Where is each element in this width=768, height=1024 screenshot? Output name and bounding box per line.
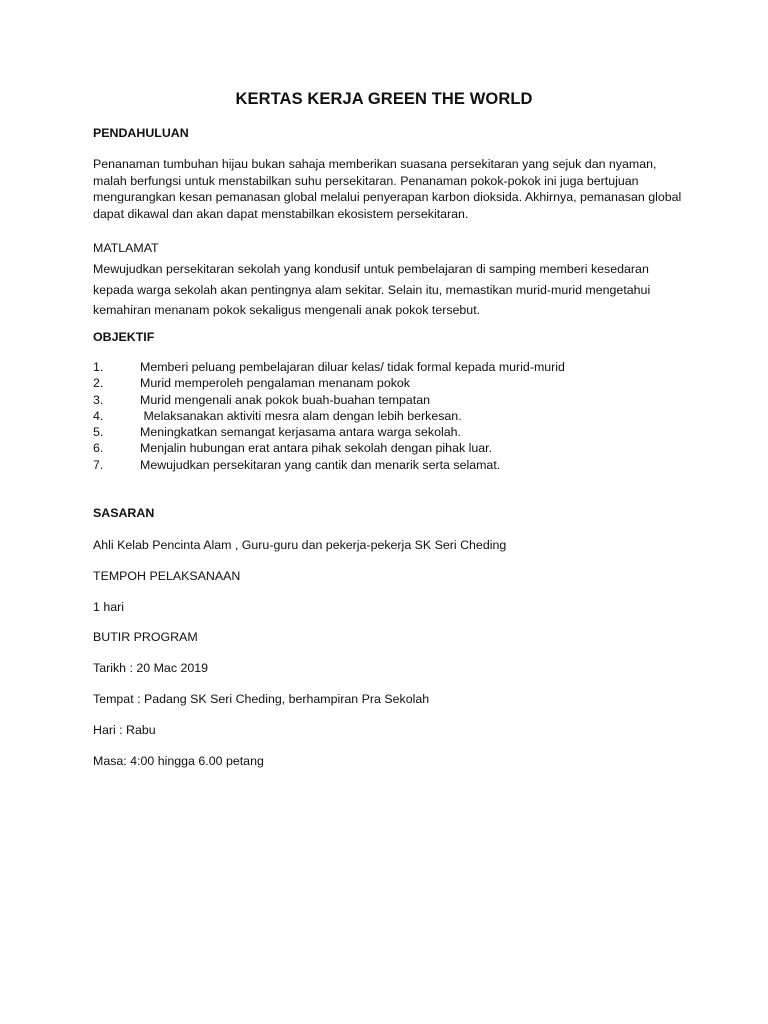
list-item — [93, 440, 683, 456]
list-item — [93, 392, 683, 408]
matlamat-paragraph: Mewujudkan persekitaran sekolah yang kondusif untuk pembelajaran di samping memberi kesedaran kepada warga sekolah akan pentingnya alam sekitar. Selain itu, memastikan murid-murid mengetahui kemahiran menanam pokok sekaligus mengenali anak pokok tersebut. — [93, 262, 651, 317]
tempoh-heading: TEMPOH PELAKSANAAN — [93, 569, 241, 583]
pendahuluan-paragraph: Penanaman tumbuhan hijau bukan sahaja memberikan suasana persekitaran yang sejuk dan nyaman, malah berfungsi untuk menstabilkan suhu persekitaran. Penanaman pokok-pokok ini juga bertujuan mengurangkan kesan pemanasan global melalui penyerapan karbon dioksida. Akhirnya, pemanasan global dapat dikawal dan akan dapat menstabilkan ekosistem persekitaran. — [93, 157, 682, 221]
list-item-number: 7. — [93, 457, 104, 472]
document-title: KERTAS KERJA GREEN THE WORLD — [235, 90, 533, 108]
list-item — [93, 424, 683, 440]
list-item-text: Mewujudkan persekitaran yang cantik dan menarik serta selamat. — [140, 457, 501, 472]
butir-program-heading: BUTIR PROGRAM — [93, 630, 198, 644]
list-item-text: Menjalin hubungan erat antara pihak sekolah dengan pihak luar. — [140, 441, 493, 456]
list-item-text: Melaksanakan aktiviti mesra alam dengan lebih berkesan. — [140, 408, 462, 423]
list-item-text: Murid mengenali anak pokok buah-buahan tempatan — [140, 392, 431, 407]
matlamat-heading: MATLAMAT — [93, 241, 159, 255]
tempoh-text: 1 hari — [93, 600, 124, 614]
list-item-number: 4. — [93, 408, 104, 423]
list-item — [93, 457, 683, 473]
list-item-number: 1. — [93, 360, 104, 374]
list-item-number: 5. — [93, 425, 104, 440]
list-item-text: Murid memperoleh pengalaman menanam pokok — [140, 376, 410, 391]
hari-text: Hari : Rabu — [93, 723, 156, 737]
list-item-number: 6. — [93, 441, 104, 456]
list-item-number: 3. — [93, 392, 104, 407]
objektif-heading: OBJEKTIF — [93, 330, 155, 344]
pendahuluan-heading: PENDAHULUAN — [93, 126, 189, 140]
tarikh-text: Tarikh : 20 Mac 2019 — [93, 661, 209, 675]
tempat-text: Tempat : Padang SK Seri Cheding, berhampiran Pra Sekolah — [93, 692, 430, 706]
list-item — [93, 408, 683, 424]
masa-text: Masa: 4:00 hingga 6.00 petang — [93, 754, 264, 768]
objektif-list — [93, 359, 683, 473]
sasaran-heading: SASARAN — [93, 506, 155, 520]
sasaran-text: Ahli Kelab Pencinta Alam , Guru-guru dan pekerja-pekerja SK Seri Cheding — [93, 538, 507, 552]
list-item-number: 2. — [93, 376, 104, 391]
list-item — [93, 375, 683, 391]
list-item-text: Memberi peluang pembelajaran diluar kelas/ tidak formal kepada murid-murid — [140, 360, 565, 374]
list-item-text: Meningkatkan semangat kerjasama antara warga sekolah. — [140, 425, 461, 440]
list-item — [93, 359, 683, 375]
